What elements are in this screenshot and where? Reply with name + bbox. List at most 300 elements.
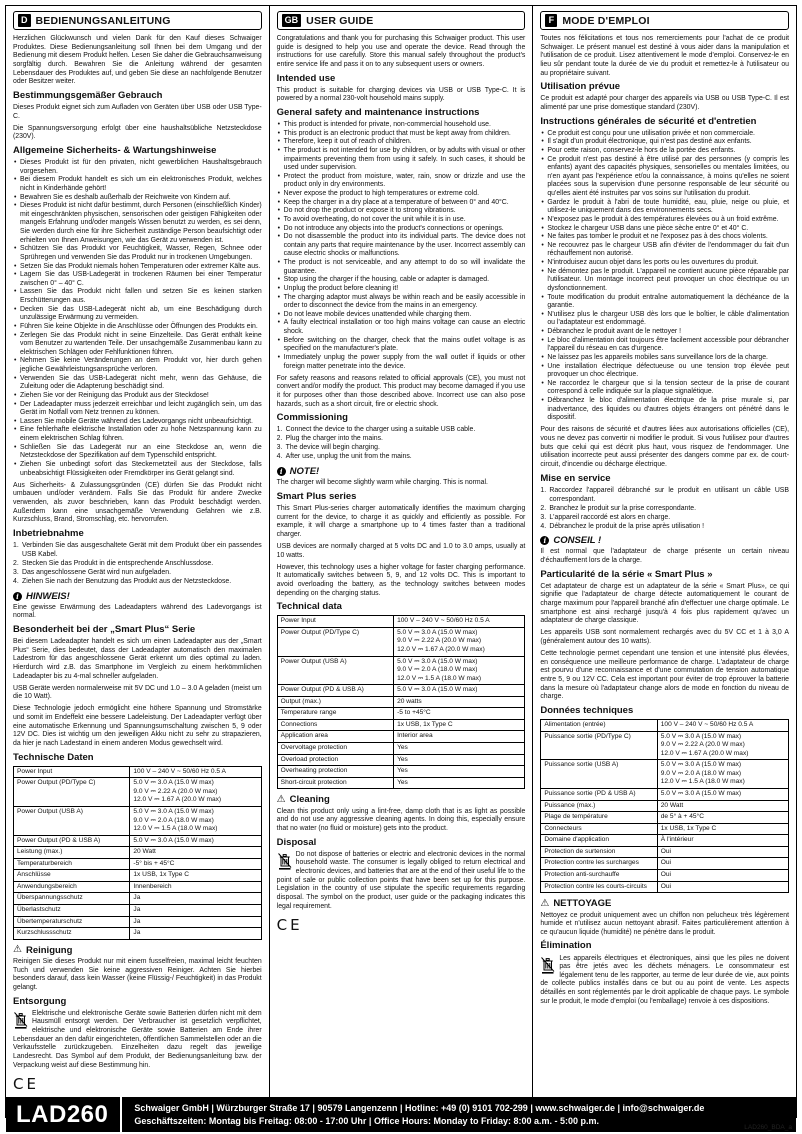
bullet-item: • To avoid overheating, do not cover the unit while it is in use. [277, 216, 526, 225]
table-value-line: 5.0 V ⎓ 3.0 A (15.0 W max) [133, 807, 214, 815]
table-value-line: 100 V – 240 V ~ 50/60 Hz 0.5 A [133, 767, 226, 775]
bullet-item: • Stop using the charger if the housing, cable or adapter is damaged. [277, 276, 526, 285]
section-heading [277, 794, 526, 805]
notice-block [540, 535, 789, 565]
table-value [657, 869, 788, 881]
table-value-line: Ja [133, 929, 141, 937]
table-label: Power Output (USB A) [14, 806, 130, 835]
paragraph: Cette technologie permet cependant une tension et une intensité plus élevées, en conséquence une meilleure performance de charge. L'adaptateur de charge est pourvu d'une reconnaissance et d'une commutation de tension automatique entre 5, 9 ou 12V CC. Cela est important pour éviter de trop éprouver la batterie dans la mesure où l'adaptateur change alors de mode en fonction du niveau de charge. [540, 650, 790, 701]
section-heading: Élimination [540, 940, 592, 952]
numbered-item: Verbinden Sie das ausgeschaltete Gerät mit dem Produkt über ein passendes USB Kabel. [22, 541, 262, 558]
table-label: Power Input [277, 616, 393, 628]
table-row [14, 847, 262, 859]
bullet-item: • Ne démontez pas le produit. L'appareil ne contient aucune pièce réparable par l'utilisateur. Un montage incorrect peut provoquer un choc électrique ou un dysfonctionnement. [540, 268, 789, 294]
table-value [394, 627, 525, 656]
section-heading: Intended use [276, 72, 336, 84]
table-label: Power Output (PD/Type C) [14, 778, 130, 807]
numbered-item: Ziehen Sie nach der Benutzung das Produkt aus der Netzsteckdose. [22, 577, 232, 585]
paragraph: USB devices are normally charged at 5 volts DC and 1.0 to 3.0 amps, usually at 10 watts. [276, 542, 526, 559]
table-value-line: 12.0 V ⎓ 1.67 A (20.0 W max) [397, 645, 485, 653]
paragraph: Herzlichen Glückwunsch und vielen Dank für den Kauf dieses Schwaiger Produktes. Diese Bedienungsanleitung soll Ihnen bei dem Umgang und der Bedienung mit diesem Produkt helfen. Lesen Sie daher die Gebrauchsanweisung sorgfältig durch. Bewahren Sie die Anleitung während der gesamten Lebensdauer des Produktes auf, und geben Sie diese an nachfolgende Benutzer oder Besitzer weiter. [13, 35, 262, 86]
language-columns [6, 6, 796, 1097]
paragraph: Die Spannungsversorgung erfolgt über eine haushaltsübliche Netzsteckdose (230V). [13, 124, 262, 141]
bullet-item: • Protect the product from moisture, water, rain, snow or drizzle and use the product only in dry environments. [277, 173, 526, 190]
bullet-item: • N'exposez pas le produit à des températures élevées ou à un froid extrême. [540, 216, 789, 225]
table-value [657, 800, 788, 812]
section-heading-text: Reinigung [25, 944, 73, 956]
table-label: Overvoltage protection [277, 743, 393, 755]
bullet-item: • Do not leave mobile devices unattended while charging them. [277, 311, 526, 320]
table-row [541, 846, 789, 858]
section-heading [540, 898, 789, 909]
section-heading: Utilisation prévue [540, 81, 621, 93]
bullet-item: • Ziehen Sie unbedingt sofort das Steckernetzteil aus der Steckdose, falls unbeabsichtigt Flüssigkeiten oder Fremdkörper ins Gerät gelangt sind. [13, 461, 262, 478]
notice-text: Eine gewisse Erwärmung des Ladeadapters während des Ladevorgangs ist normal. [13, 603, 262, 620]
bullet-list [540, 130, 789, 423]
notice-block [13, 591, 262, 621]
bullet-item: • The charging adaptor must always be within reach and be easily accessible in order to disconnect the device from the mains in an emergency. [277, 294, 526, 311]
table-row [541, 800, 789, 812]
section-heading: Données techniques [540, 704, 634, 716]
bullet-item: • The product is not intended for use by children, or by adults with visual or other impairments preventing them from using it safely. In such cases, it should be used under supervision. [277, 147, 526, 173]
bullet-item: • Schließen Sie das Ladegerät nur an eine Steckdose an, wenn die Netzsteckdose der Spezifikation auf dem Typenschild entspricht. [13, 444, 262, 461]
bullet-item: • Bewahren Sie es deshalb außerhalb der Reichweite von Kindern auf. [13, 194, 262, 203]
table-value-line: Oui [660, 859, 671, 867]
table-row [541, 835, 789, 847]
table-value-line: À l'intérieur [660, 836, 694, 844]
bullet-item: • Führen Sie keine Objekte in die Anschlüsse oder Öffnungen des Produkts ein. [13, 323, 262, 332]
table-value-line: 5.0 V ⎓ 3.0 A (15.0 W max) [133, 779, 214, 787]
bullet-item: • Schützen Sie das Produkt vor Feuchtigkeit, Wasser, Regen, Schnee oder Sprühregen und verwenden Sie das Produkt nur in trockenen Umgebungen. [13, 245, 262, 262]
bullet-item: • Ce produit n'est pas destiné à être utilisé par des personnes (y compris les enfants) ayant des capacités physiques, sensorielles ou mentales limitées, ou n'en ayant pas l'expérience et/ou la connaissance, à moins qu'elles ne soient placées sous la supervision d'une personne responsable de leur sécurité ou qu'elles aient été instruites par vos soins sur l'utilisation du produit. [540, 156, 789, 199]
notice-title: CONSEIL ! [553, 535, 602, 547]
table-row [277, 616, 525, 628]
table-label: Anschlüsse [14, 870, 130, 882]
table-label: Power Input [14, 766, 130, 778]
table-label: Kurzschlussschutz [14, 928, 130, 940]
table-label: Application area [277, 731, 393, 743]
table-row [14, 778, 262, 807]
table-row [541, 812, 789, 824]
table-value-line: 12.0 V ⎓ 1.5 A (18.0 W max) [133, 825, 218, 833]
table-value-line: 12.0 V ⎓ 1.5 A (18.0 W max) [397, 674, 482, 682]
paragraph: However, this technology uses a higher voltage for faster charging performance. It automatically switches between 5, 9, and 12 volts DC. This is important to avoid overloading the battery, as the technology switches between modes depending on the charging status. [276, 563, 526, 597]
numbered-item: Das angeschlossene Gerät wird nun aufgeladen. [22, 568, 172, 576]
bullet-item: • Eine fehlerhafte elektrische Installation oder zu hohe Netzspannung kann zu einem elektrischen Schlag führen. [13, 426, 262, 443]
table-row [541, 789, 789, 801]
table-row [277, 743, 525, 755]
table-row [14, 916, 262, 928]
table-value [130, 858, 261, 870]
table-value-line: 5.0 V ⎓ 3.0 A (15.0 W max) [397, 686, 478, 694]
table-value-line: 100 V – 240 V ~ 50/60 Hz 0.5 A [660, 721, 754, 729]
notice-title: NOTE! [289, 466, 320, 478]
table-value-line: 12.0 V ⎓ 1.67 A (20.0 W max) [133, 796, 222, 804]
table-value [130, 870, 261, 882]
table-label: Connecteurs [541, 823, 657, 835]
column-header-english [277, 11, 526, 30]
table-label: Überspannungsschutz [14, 893, 130, 905]
table-row [541, 823, 789, 835]
bullet-list [13, 159, 262, 478]
bullet-item: • Lagern Sie das USB-Ladegerät in trockenen Räumen bei einer Temperatur zwischen 0° – 40° C. [13, 271, 262, 288]
table-value-line: 1x USB, 1x Type C [397, 720, 453, 728]
table-label: Plage de température [541, 812, 657, 824]
table-value [130, 835, 261, 847]
table-row [14, 928, 262, 940]
info-icon: i [540, 536, 549, 545]
paragraph: This Smart Plus-series charger automatically identifies the maximum charging current for the device, to charge it as quickly and efficiently as possible. For example, it will charge a smartphone up to 4 times faster than a traditional charger. [276, 504, 526, 538]
table-value-line: 20 Watt [133, 848, 156, 856]
bullet-item: • Ne laissez pas les appareils mobiles sans surveillance lors de la charge. [540, 354, 789, 363]
info-icon: i [13, 592, 22, 601]
bullet-item: • Ziehen Sie vor der Reinigung das Produkt aus der Steckdose! [13, 392, 262, 401]
weee-bin-icon [540, 956, 555, 978]
ce-mark: CE [276, 916, 303, 935]
table-value-line: -5 to +45°C [397, 709, 431, 717]
section-heading: Entsorgung [13, 995, 67, 1007]
column-body-fr [540, 35, 789, 1095]
table-value-line: 1x USB, 1x Type C [133, 871, 189, 879]
section-heading: Particularité de la série « Smart Plus » [540, 568, 713, 580]
section-heading: Smart Plus series [276, 490, 357, 502]
bullet-item: • Decken Sie das USB-Ladegerät nicht ab, um eine Beschädigung durch unzulässige Erwärmung zu vermeiden. [13, 306, 262, 323]
tech-table [540, 719, 789, 893]
bullet-item: • Ne raccordez le chargeur que si la tension secteur de la prise de courant correspond à celle indiquée sur la plaque signalétique. [540, 380, 789, 397]
table-row [277, 656, 525, 685]
paragraph: Les appareils USB sont normalement rechargés avec du 5V CC et 1 à 3,0 A (généralement autour des 10 watts). [540, 629, 790, 646]
table-value [657, 835, 788, 847]
paragraph: Congratulations and thank you for purchasing this Schwaiger product. This user guide is designed to help you use and operate the device. Read through the instructions for use carefully. Store this manual safely throughout the product's entire service life and pass it on to any subsequent users or owners. [276, 35, 526, 68]
table-row [277, 766, 525, 778]
table-label: Protection anti-surchauffe [541, 869, 657, 881]
numbered-list [540, 487, 789, 532]
table-row [541, 881, 789, 893]
table-label: Short-circuit protection [277, 777, 393, 789]
table-value [657, 760, 788, 789]
language-badge-de: D [18, 14, 31, 27]
section-heading: Besonderheit bei der „Smart Plus“ Serie [13, 623, 196, 635]
bullet-item: • Ne faites pas tomber le produit et ne l'exposez pas à des chocs violents. [540, 233, 789, 242]
table-value [130, 766, 261, 778]
bullet-item: • Une installation électrique défectueuse ou une tension trop élevée peut provoquer un choc électrique. [540, 363, 789, 380]
table-value-line: Oui [660, 870, 671, 878]
paragraph: USB Geräte werden normalerweise mit 5V DC und 1.0 – 3.0 A geladen (meist um die 10 Watt). [13, 684, 262, 701]
section-heading: Technische Daten [13, 751, 94, 763]
disposal-text: Les appareils électriques et électroniques, ainsi que les piles ne doivent pas être jetés avec les déchets ménagers. Le consommateur est légalement tenu de les rapporter, au terme de leur durée de vie, aux points de collecte publics installés dans ce but ou au point de vente. Les aspects détaillés en sont réglementés par le droit applicable de chaque pays. Le symbole sur le produit, le mode d'emploi (ou l'emballage) renvoie à ces dispositions. [540, 954, 790, 1005]
table-value-line: 5.0 V ⎓ 3.0 A (15.0 W max) [660, 790, 742, 798]
section-heading: Technical data [276, 601, 342, 613]
table-value-line: Yes [397, 744, 408, 751]
bullet-item: • Do not disassemble the product into its individual parts. The device does not contain any parts that require maintenance by the user. Incorrect assembly can cause electric shocks or malfunctions. [277, 233, 526, 259]
office-hours-line: Geschäftszeiten: Montag bis Freitag: 08:00 - 17:00 Uhr | Office Hours: Monday to Friday: 8:00 a.m. - 5:00 p.m. [134, 1115, 599, 1126]
column-french [532, 6, 796, 1097]
language-badge-fr: F [545, 14, 557, 27]
footer-divider [120, 1097, 122, 1132]
section-heading: Mise en service [540, 472, 611, 484]
table-row [277, 627, 525, 656]
table-value [394, 777, 525, 789]
table-row [277, 719, 525, 731]
numbered-item: Connect the device to the charger using a suitable USB cable. [285, 426, 476, 434]
bullet-item: • Ce produit est conçu pour une utilisation privée et non commerciale. [540, 130, 789, 139]
table-value-line: -5° bis + 45°C [133, 859, 175, 867]
table-value [657, 858, 788, 870]
table-value-line: 5.0 V ⎓ 3.0 A (15.0 W max) [397, 628, 478, 636]
table-row [541, 731, 789, 760]
table-label: Puissance sortie (PD/Type C) [541, 731, 657, 760]
bullet-item: • Ne recouvrez pas le chargeur USB afin d'éviter de l'endommager du fait d'un réchauffement non autorisé. [540, 242, 789, 259]
table-value-line: Innenbereich [133, 882, 172, 890]
table-value-line: Ja [133, 906, 141, 914]
table-value-line: Ja [133, 917, 141, 925]
table-value [130, 778, 261, 807]
table-value [394, 685, 525, 697]
bullet-item: • Therefore, keep it out of reach of children. [277, 138, 526, 147]
company-contact-line: Schwaiger GmbH | Würzburger Straße 17 | 90579 Langenzenn | Hotline: +49 (0) 9101 702-299 | www.schwaiger.de | info@schwaiger.de [134, 1102, 705, 1113]
table-label: Überlastschutz [14, 905, 130, 917]
bullet-item: • A faulty electrical installation or too high mains voltage can cause an electric shock. [277, 319, 526, 336]
bullet-item: • Do not drop the product or expose it to strong vibrations. [277, 207, 526, 216]
table-label: Temperaturbereich [14, 858, 130, 870]
table-row [14, 893, 262, 905]
table-row [277, 777, 525, 789]
table-value [657, 731, 788, 760]
table-value [394, 656, 525, 685]
table-label: Puissance sortie (USB A) [541, 760, 657, 789]
table-label: Protection de surtension [541, 846, 657, 858]
document-code: LAD260_BDA_a [744, 1124, 792, 1131]
weee-bin-icon [277, 852, 292, 874]
table-value-line: 20 watts [397, 697, 422, 705]
notice-text: The charger will become slightly warm while charging. This is normal. [276, 479, 488, 487]
ce-mark: CE [13, 1075, 39, 1094]
numbered-list [277, 426, 526, 462]
table-value [657, 823, 788, 835]
table-label: Anwendungsbereich [14, 881, 130, 893]
section-heading: General safety and maintenance instructions [276, 106, 480, 118]
section-heading: Allgemeine Sicherheits- & Wartungshinweise [13, 144, 217, 156]
table-value [657, 846, 788, 858]
table-value [394, 719, 525, 731]
table-value-line: 9.0 V ⎓ 2.22 A (20.0 W max) [660, 741, 745, 749]
numbered-item: Débranchez le produit de la prise après utilisation ! [549, 522, 705, 530]
table-label: Alimentation (entrée) [541, 720, 657, 732]
paragraph: Diese Technologie jedoch ermöglicht eine höhere Spannung und Stromstärke und somit im Endeffekt eine bessere Ladeleistung. Der Ladeadapter verfügt über eine automatische Erkennung und Spannungsumschaltung zwischen 5, 9 oder 12V DC. Dies ist wichtig um den jeweiligen Akku nicht zu sehr zu strapazieren, da hier je nach Ladestand in einem anderen Modus gewechselt wird. [13, 705, 262, 747]
table-label: Übertemperaturschutz [14, 916, 130, 928]
section-heading: Disposal [276, 836, 317, 848]
product-model: LAD260 [16, 1100, 109, 1128]
bullet-item: • Gardez le produit à l'abri de toute humidité, eau, pluie, neige ou pluie, et utilisez-le uniquement dans des environnements secs. [540, 199, 789, 216]
section-heading-text: Cleaning [289, 794, 330, 806]
bullet-item: • Do not introduce any objects into the product's connections or openings. [277, 225, 526, 234]
bullet-item: • Le bloc d'alimentation doit toujours être facilement accessible pour débrancher l'appareil du réseau en cas d'urgence. [540, 337, 789, 354]
bullet-item: • Nehmen Sie keine Veränderungen an dem Produkt vor, hier durch gehen jegliche Gewährleistungsansprüche verloren. [13, 357, 262, 374]
table-row [14, 766, 262, 778]
table-label: Output (max.) [277, 696, 393, 708]
column-german [6, 6, 269, 1097]
section-heading-text: NETTOYAGE [553, 898, 612, 910]
bullet-item: • N'introduisez aucun objet dans les ports ou les ouvertures du produit. [540, 259, 789, 268]
numbered-item: Stecken Sie das Produkt in die entsprechende Anschlussdose. [22, 559, 214, 567]
table-label: Domaine d'application [541, 835, 657, 847]
bullet-item: • Never expose the product to high temperatures or extreme cold. [277, 190, 526, 199]
notice-block [277, 466, 526, 488]
column-title-fr: MODE D'EMPLOI [562, 14, 650, 27]
paragraph: Aus Sicherheits- & Zulassungsgründen (CE) dürfen Sie das Produkt nicht umbauen und/oder verändern. Falls Sie das Produkt für andere Zwecke verwenden, als zuvor beschrieben, kann das Produkt beschädigt werden. Außerdem kann eine unsachgemäße Verwendung Gefahren wie z.B. Kurzschluss, Brand, Stromschlag, etc. hervorrufen. [13, 481, 262, 524]
column-english [269, 6, 533, 1097]
table-value-line: Oui [660, 882, 671, 890]
table-label: Connections [277, 719, 393, 731]
table-label: Temperature range [277, 708, 393, 720]
paragraph: Cet adaptateur de charge est un adaptateur de la série « Smart Plus», ce qui signifie que l'adaptateur de charge détecte automatiquement le courant de charge maximum pour l'appareil branché afin d'effectuer une charge optimale. Le smartphone est ainsi rechargé jusqu'à 4 fois plus rapidement qu'avec un adaptateur de charge classique. [540, 582, 790, 625]
table-value-line: de 5° à + 45°C [660, 813, 704, 821]
table-value [130, 881, 261, 893]
table-value [657, 881, 788, 893]
table-value [394, 766, 525, 778]
table-value [657, 812, 788, 824]
table-row [541, 760, 789, 789]
table-value-line: 9.0 V ⎓ 2.22 A (20.0 W max) [397, 637, 482, 645]
table-value-line: 9.0 V ⎓ 2.22 A (20.0 W max) [133, 787, 218, 795]
table-label: Puissance sortie (PD & USB A) [541, 789, 657, 801]
table-value-line: 9.0 V ⎓ 2.0 A (18.0 W max) [660, 769, 742, 777]
paragraph: For safety reasons and reasons related to official approvals (CE), you must not convert and/or modify the product. This product may become damaged if you use it for purposes other than those described above. Incorrect use can also pose hazards, such as a short circuit, fire or electric shock. [276, 374, 526, 408]
paragraph: Bei diesem Ladeadapter handelt es sich um einen Ladeadapter aus der „Smart Plus“ Serie, dies bedeutet, dass der Ladeadapter automatisch den maximalen Ladestrom für das angeschlossene Gerät erkennt um dies optimal zu laden. Hierdurch wird z.B. das Smartphone im Vergleich zu einem herkömmlichen Ladeadapter bis zu 4-mal schneller aufgeladen. [13, 638, 262, 680]
table-value [130, 893, 261, 905]
table-label: Overload protection [277, 754, 393, 766]
bullet-item: • Lassen Sie das Produkt nicht fallen und setzen Sie es keinen starken Erschütterungen aus. [13, 288, 262, 305]
table-value [394, 708, 525, 720]
notice-header [277, 466, 526, 477]
bullet-item: • Il s'agit d'un produit électronique, qui n'est pas destiné aux enfants. [540, 138, 789, 147]
table-row [14, 835, 262, 847]
table-value-line: 20 Watt [660, 801, 684, 809]
table-value [657, 720, 788, 732]
footer-info [134, 1102, 796, 1128]
table-row [14, 905, 262, 917]
disposal-paragraph [13, 1010, 262, 1070]
notice-text: Il est normal que l'adaptateur de charge présente un certain niveau d'échauffement lors de la charge. [540, 548, 790, 565]
table-row [277, 731, 525, 743]
table-value-line: Yes [397, 767, 408, 775]
table-value-line: Interior area [397, 732, 433, 740]
column-body-de [13, 35, 262, 1095]
table-label: Leistung (max.) [14, 847, 130, 859]
section-heading: Instructions générales de sécurité et d'entretien [540, 115, 757, 127]
section-heading [13, 945, 262, 956]
bullet-item: • N'utilisez plus le chargeur USB dès lors que le boîtier, le câble d'alimentation ou l'adaptateur est endommagé. [540, 311, 789, 328]
table-value [394, 616, 525, 628]
bullet-item: • Dieses Produkt ist für den privaten, nicht gewerblichen Haushaltsgebrauch vorgesehen. [13, 159, 262, 176]
table-row [14, 881, 262, 893]
column-header-german [13, 11, 262, 30]
paragraph: Nettoyez ce produit uniquement avec un chiffon non pelucheux très légèrement humide et n'utilisez aucun nettoyant abrasif. Faites particulièrement attention à ce qu'aucun liquide (humidité) ne pénètre dans le produit. [540, 911, 790, 936]
table-label: Power Output (PD & USB A) [277, 685, 393, 697]
table-value [130, 806, 261, 835]
tech-table [277, 615, 526, 789]
table-value [130, 847, 261, 859]
bullet-item: • Stockez le chargeur USB dans une pièce sèche entre 0° et 40° C. [540, 225, 789, 234]
table-value-line: 5.0 V ⎓ 3.0 A (15.0 W max) [660, 761, 742, 769]
bullet-item: • Dieses Produkt ist nicht dafür bestimmt, durch Personen (einschließlich Kinder) mit eingeschränkten physischen, sensorischen oder geistigen Fähigkeiten oder mangels Erfahrung und/oder mangels Wissen benutzt zu werden, es sei denn, Sie werden durch eine für ihre Sicherheit zuständige Person beaufsichtigt oder erhielten von Ihnen Anweisungen, wie das Gerät zu verwenden ist. [13, 202, 262, 245]
section-heading: Commissioning [276, 412, 348, 424]
column-body-gb [277, 35, 526, 1095]
section-heading: Inbetriebnahme [13, 527, 84, 539]
bullet-item: • Der Ladeadapter muss jederzeit erreichbar und leicht zugänglich sein, um das Gerät im Notfall vom Netz trennen zu können. [13, 401, 262, 418]
paragraph: Dieses Produkt eignet sich zum Aufladen von Geräten über USB oder USB Type-C. [13, 103, 262, 120]
table-value [394, 696, 525, 708]
paragraph: Reinigen Sie dieses Produkt nur mit einem fusselfreien, maximal leicht feuchten Tuch und verwenden Sie keine aggressiven Reiniger. Achten Sie hierbei besonders darauf, dass kein Wasser (keine Flüssig-/ Feuchtigkeit) in das Produkt gelangt. [13, 958, 262, 992]
table-value-line: Oui [660, 847, 671, 855]
bullet-item: • Lassen Sie mobile Geräte während des Ladevorgangs nicht unbeaufsichtigt. [13, 418, 262, 427]
disposal-paragraph [277, 851, 526, 911]
disposal-text: Do not dispose of batteries or electric and electronic devices in the normal household waste. The consumer is legally obliged to return electrical and electronic devices, and batteries that are at the end of their useful life to the point of sale or public collection points that have been set up for this purpose. Legislation in the country of use stipulate the specific requirements regarding disposal. The symbol on the product, user guide or the packaging indicates this legal requirement. [276, 850, 526, 910]
table-label: Power Output (USB A) [277, 656, 393, 685]
paragraph: Clean this product only using a lint-free, damp cloth that is as light as possible and do not use any aggressive cleaning agents. In doing this, especially ensure that no water (no fluid or moisture) gets into the product. [276, 807, 526, 832]
table-value-line: 9.0 V ⎓ 2.0 A (18.0 W max) [397, 666, 478, 674]
table-row [541, 858, 789, 870]
bullet-item: • Bei diesem Produkt handelt es sich um ein elektronisches Produkt, welches nicht in Kinderhände gehört! [13, 176, 262, 193]
table-value-line: 12.0 V ⎓ 1.5 A (18.0 W max) [660, 778, 745, 786]
warning-icon: ⚠ [13, 944, 22, 956]
table-value-line: 9.0 V ⎓ 2.0 A (18.0 W max) [133, 816, 214, 824]
table-value [130, 916, 261, 928]
paragraph: Toutes nos félicitations et tous nos remerciements pour l'achat de ce produit Schwaiger. Le présent manuel est destiné à vous aider dans la manipulation et l'utilisation de ce produit. Lisez attentivement le mode d'emploi. Conservez-le en lieu sûr pendant toute la durée de vie du produit et remettez-le à l'utilisateur ou au propriétaire suivant. [540, 35, 790, 77]
table-label: Power Output (PD & USB A) [14, 835, 130, 847]
column-header-french [540, 11, 789, 30]
bullet-item: • Pour cette raison, conservez-le hors de la portée des enfants. [540, 147, 789, 156]
bullet-item: • This product is intended for private, non-commercial household use. [277, 121, 526, 130]
table-value [394, 731, 525, 743]
warning-icon: ⚠ [276, 793, 286, 805]
tech-table [13, 766, 262, 940]
bullet-item: • Débranchez le bloc d'alimentation électrique de la prise murale si, par inadvertance, des liquides ou d'autres objets étrangers ont pénétré dans le dispositif. [540, 397, 789, 423]
table-value-line: 5.0 V ⎓ 3.0 A (15.0 W max) [397, 657, 478, 665]
table-label: Overheating protection [277, 766, 393, 778]
table-row [14, 858, 262, 870]
bullet-list [277, 121, 526, 371]
language-badge-gb: GB [282, 14, 302, 27]
bullet-item: • Toute modification du produit entraîne automatiquement la déchéance de la garantie. [540, 294, 789, 311]
table-label: Protection contre les courts-circuits [541, 881, 657, 893]
table-label: Puissance (max.) [541, 800, 657, 812]
table-value [394, 743, 525, 755]
numbered-item: Branchez le produit sur la prise correspondante. [549, 504, 697, 512]
table-label: Protection contre les surcharges [541, 858, 657, 870]
column-title-gb: USER GUIDE [306, 14, 374, 27]
notice-title: HINWEIS! [26, 590, 70, 602]
table-row [14, 870, 262, 882]
table-row [541, 720, 789, 732]
table-value-line: 12.0 V ⎓ 1.67 A (20.0 W max) [660, 749, 749, 757]
table-value-line: 1x USB, 1x Type C [660, 824, 717, 832]
bullet-item: • Before switching on the charger, check that the mains outlet voltage is as specified on the manufacturer's plate. [277, 337, 526, 354]
bullet-item: • The product is not serviceable, and any attempt to do so will invalidate the guarantee. [277, 259, 526, 276]
numbered-item: After use, unplug the unit from the mains. [285, 453, 412, 461]
footer-bar [6, 1097, 796, 1132]
table-row [277, 685, 525, 697]
bullet-item: • Setzen Sie das Produkt niemals hohen Temperaturen oder extremer Kälte aus. [13, 263, 262, 272]
numbered-list [13, 542, 262, 587]
table-value-line: 100 V – 240 V ~ 50/60 Hz 0.5 A [397, 617, 490, 625]
paragraph: Pour des raisons de sécurité et d'autres liées aux autorisations officielles (CE), vous ne devez pas convertir ni modifier le produit. Si vous l'utilisez pour d'autres buts que celui qui est décrit plus haut, vous risquez de l'endommager. Une utilisation incorrecte peut aussi présenter des dangers comme par ex. de court-circuit, d'incendie ou décharge électrique. [540, 426, 790, 468]
table-label: Power Output (PD/Type C) [277, 627, 393, 656]
table-value-line: Yes [397, 755, 408, 763]
column-title-de: BEDIENUNGSANLEITUNG [35, 14, 171, 27]
bullet-item: • Keep the charger in a dry place at a temperature of between 0° and 40°C. [277, 199, 526, 208]
bullet-item: • Débranchez le produit avant de le nettoyer ! [540, 328, 789, 337]
